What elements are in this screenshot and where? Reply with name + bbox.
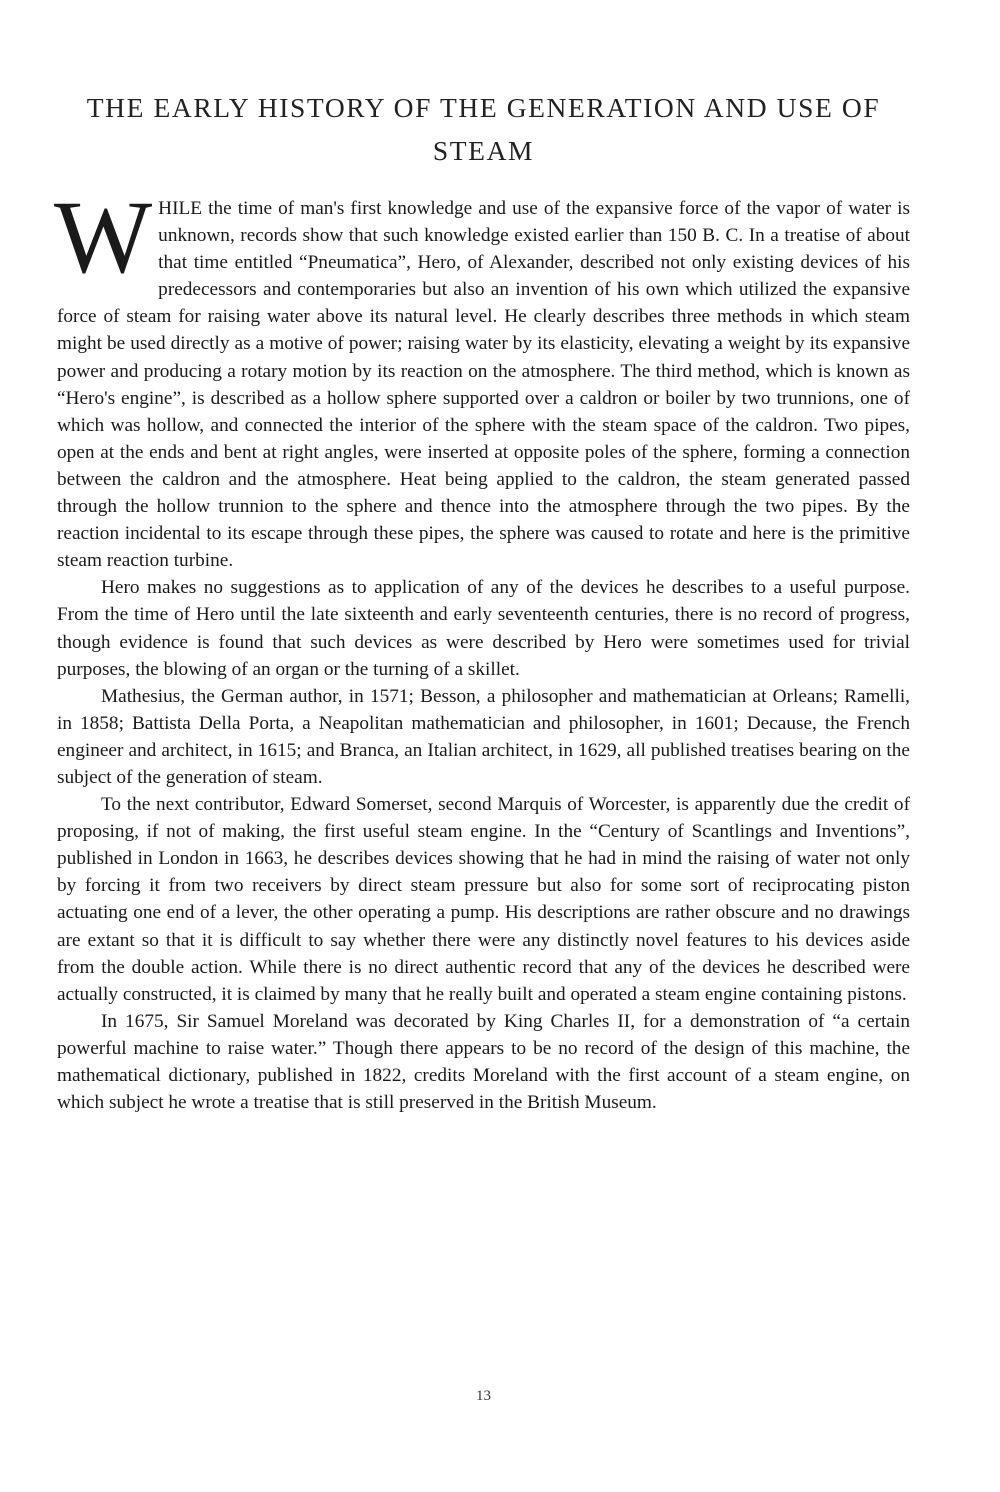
article-body: [54, 180, 910, 1116]
page-number: 13: [476, 1388, 491, 1404]
drop-cap: W: [54, 180, 153, 295]
paragraph-1-text: HILE the time of man's first knowledge and use of the expansive force of the vapor of water is unknown, records show that such knowledge existed earlier than 150 B. C. In a treatise of about that time entitled “Pneumatica”, Hero, of Alexander, described not only existing devices of his predecessors and contemporaries but also an invention of his own which utilized the expansive force of steam for raising water above its natural level. He clearly describes three methods in which steam might be used directly as a motive of power; raising water by its elasticity, elevating a weight by its expansive power and producing a rotary motion by its reaction on the atmosphere. The third method, which is known as “Hero's engine”, is described as a hollow sphere supported over a caldron or boiler by two trunnions, one of which was hollow, and connected the interior of the sphere with the steam space of the caldron. Two pipes, open at the ends and bent at right angles, were inserted at opposite poles of the sphere, forming a connection between the caldron and the atmosphere. Heat being applied to the caldron, the steam generated passed through the hollow trunnion to the sphere and thence into the atmosphere through the two pipes. By the reaction incidental to its escape through these pipes, the sphere was caused to rotate and here is the primitive steam reaction turbine.: [57, 198, 910, 572]
page-title: THE EARLY HISTORY OF THE GENERATION AND USE OF STEAM: [86, 92, 881, 166]
paragraph-5: In 1675, Sir Samuel Moreland was decorated by King Charles II, for a demonstration of “a certain powerful machine to raise water.” Though there appears to be no record of the design of this machine, the mathematical dictionary, published in 1822, credits Moreland with the first account of a steam engine, on which subject he wrote a treatise that is still preserved in the British Museum.: [57, 1010, 910, 1114]
paragraph-1: [54, 180, 910, 574]
paragraph-3: Mathesius, the German author, in 1571; Besson, a philosopher and mathematician at Orleans; Ramelli, in 1858; Battista Della Porta, a Neapolitan mathematician and philosopher, in 1601; Decause, the French engineer and architect, in 1615; and Branca, an Italian architect, in 1629, all published treatises bearing on the subject of the generation of steam.: [57, 685, 910, 788]
paragraph-2: Hero makes no suggestions as to application of any of the devices he describes to a useful purpose. From the time of Hero until the late sixteenth and early seventeenth centuries, there is no record of progress, though evidence is found that such devices as were described by Hero were sometimes used for trivial purposes, the blowing of an organ or the turning of a skillet.: [57, 577, 910, 680]
paragraph-4: To the next contributor, Edward Somerset, second Marquis of Worcester, is apparently due the credit of proposing, if not of making, the first useful steam engine. In the “Century of Scantlings and Inventions”, published in London in 1663, he describes devices showing that he had in mind the raising of water not only by forcing it from two receivers by direct steam pressure but also for some sort of reciprocating piston actuating one end of a lever, the other operating a pump. His descriptions are rather obscure and no drawings are extant so that it is difficult to say whether there were any distinctly novel features to his devices aside from the double action. While there is no direct authentic record that any of the devices he described were actually constructed, it is claimed by many that he really built and operated a steam engine containing pistons.: [57, 794, 910, 1005]
